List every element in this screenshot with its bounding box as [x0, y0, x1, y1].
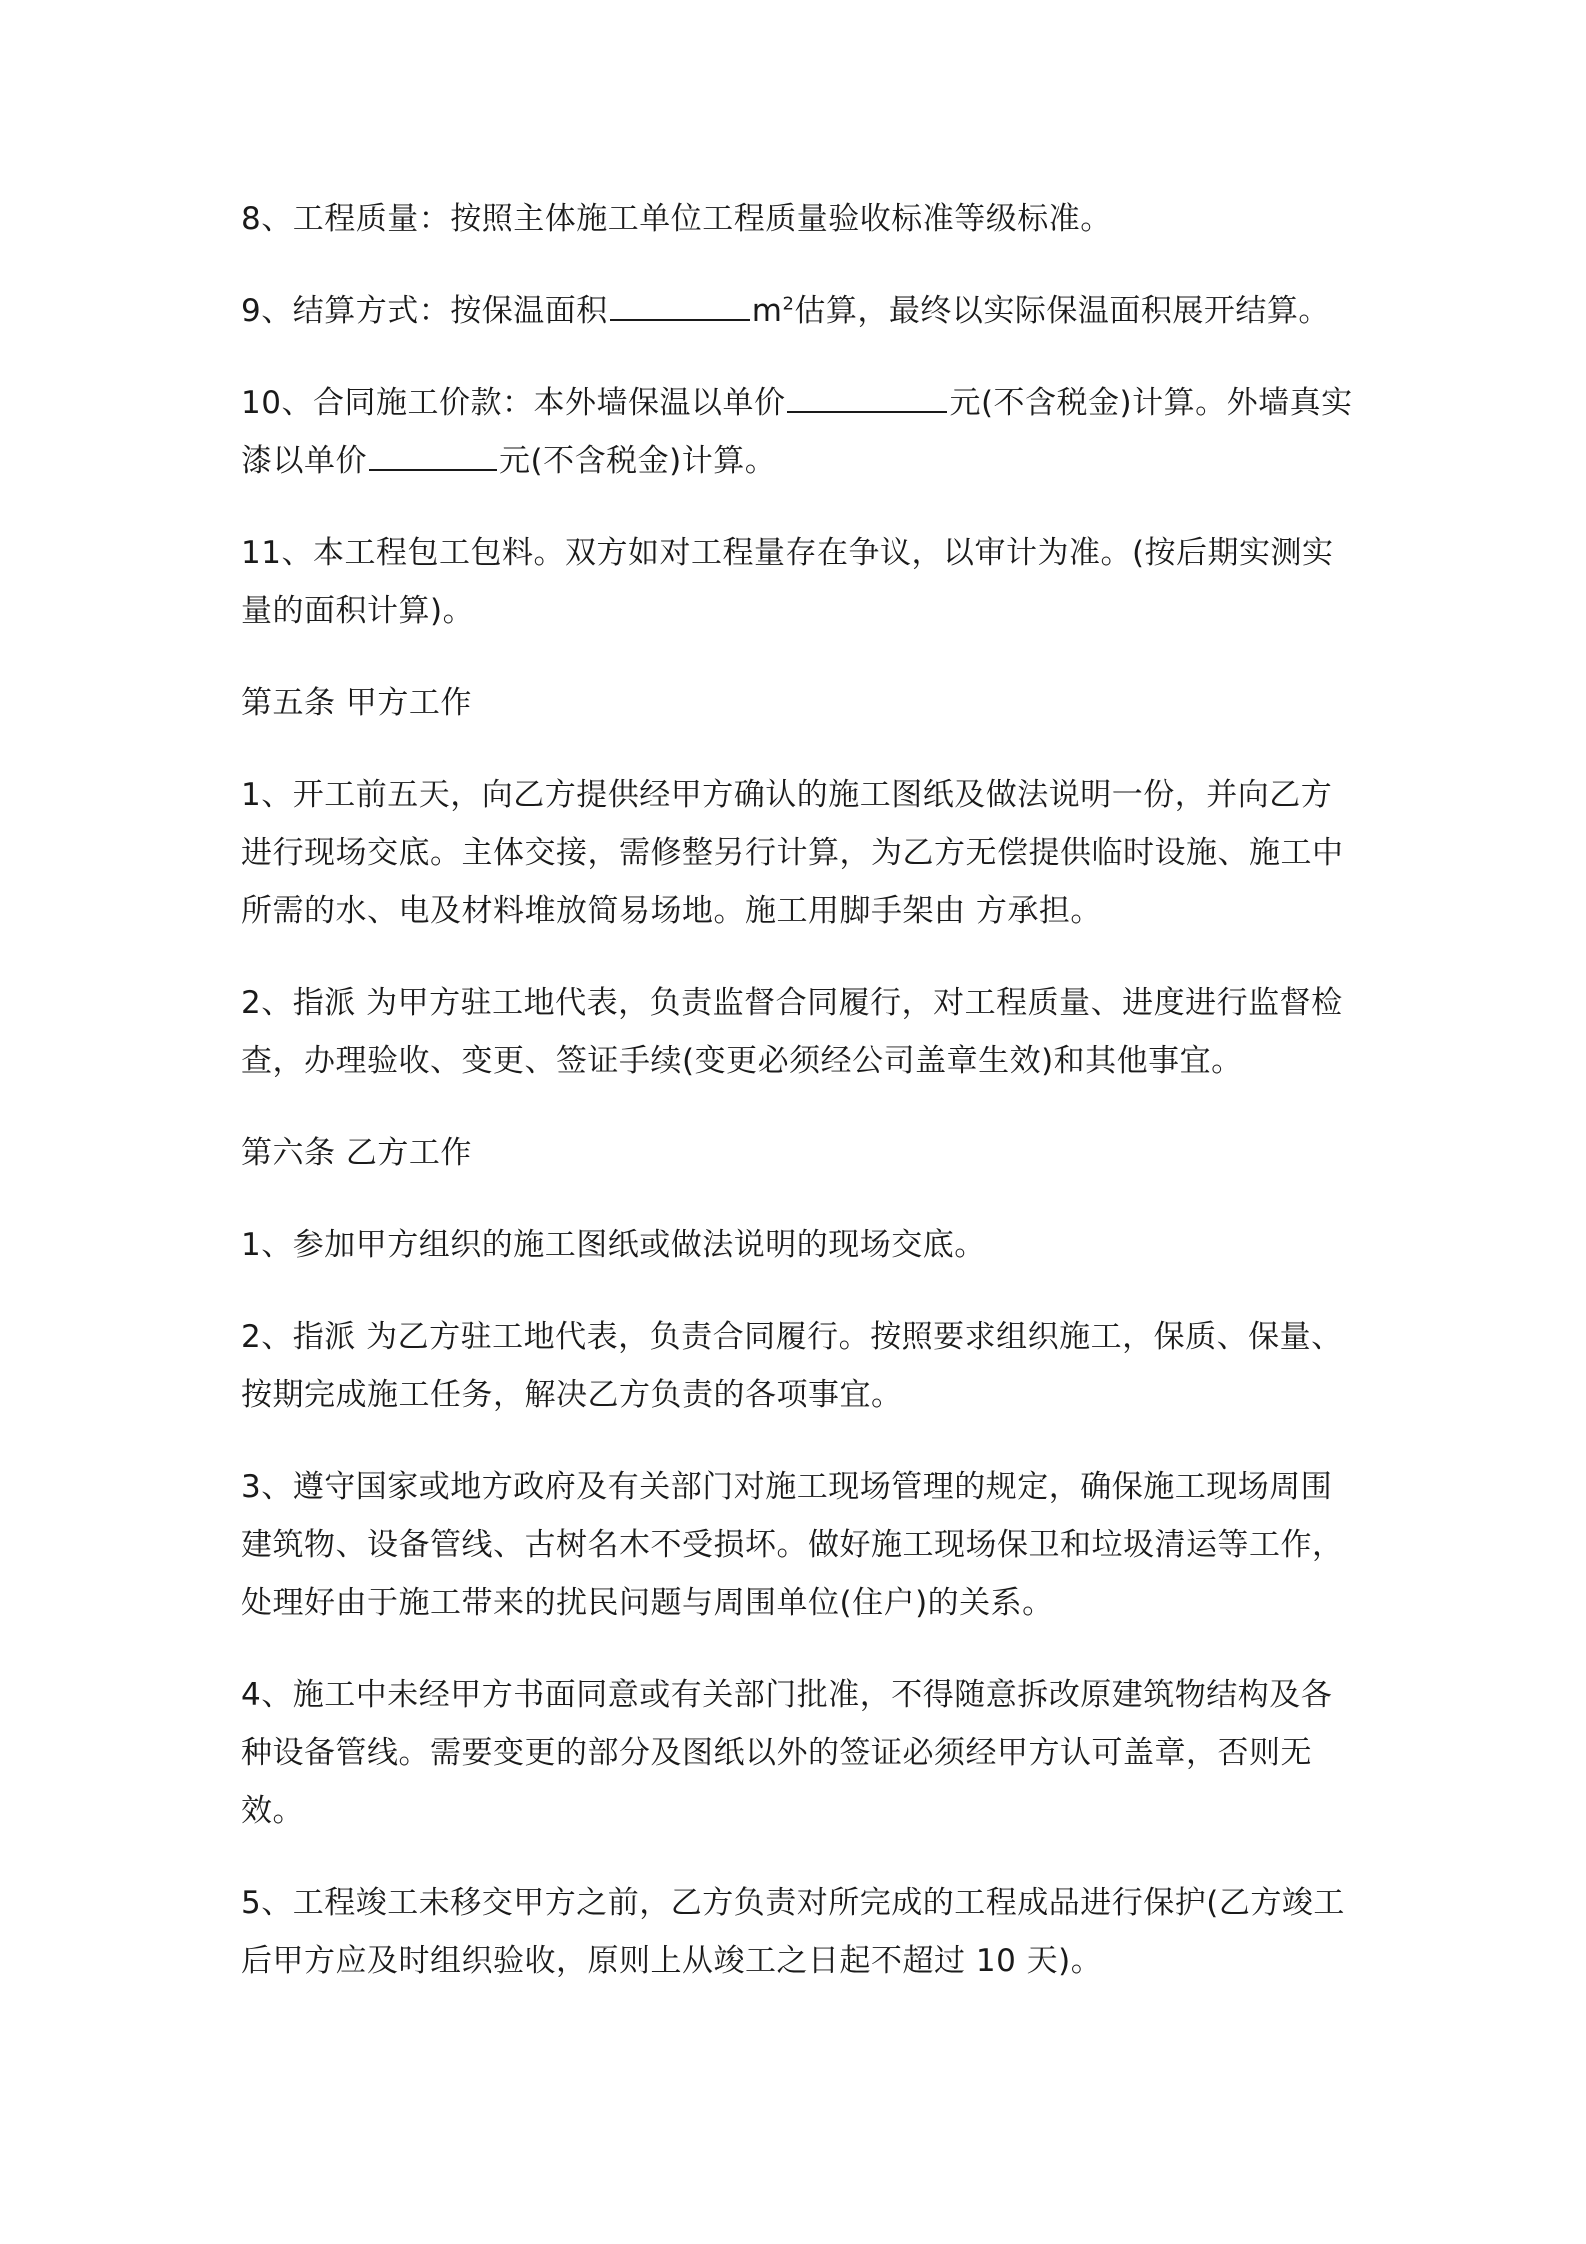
- document-body: [241, 190, 1361, 2024]
- clause-10-price: [241, 374, 1361, 490]
- article-6-item-3: 3、遵守国家或地方政府及有关部门对施工现场管理的规定，确保施工现场周围建筑物、设备管线、古树名木不受损坏。做好施工现场保卫和垃圾清运等工作，处理好由于施工带来的扰民问题与周围单位(住户)的关系。: [241, 1469, 1344, 1621]
- article-6-item-2: 2、指派 为乙方驻工地代表，负责合同履行。按照要求组织施工，保质、保量、按期完成施工任务，解决乙方负责的各项事宜。: [241, 1319, 1343, 1413]
- clause-10-text-a: 10、合同施工价款：本外墙保温以单价: [241, 385, 786, 421]
- clause-9-settlement: [241, 282, 1361, 340]
- clause-10-text-c: 元(不含税金)计算。: [499, 443, 777, 479]
- clause-9-text-a: 9、结算方式：按保温面积: [241, 293, 608, 329]
- unit-square-meter: $m^2$: [751, 293, 795, 329]
- clause-10-text-b: 元(不含税金)计算。外墙真实漆以单价: [241, 385, 1353, 479]
- article-5-item-2: 2、指派 为甲方驻工地代表，负责监督合同履行，对工程质量、进度进行监督检查，办理验收、变更、签证手续(变更必须经公司盖章生效)和其他事宜。: [241, 985, 1343, 1079]
- clause-8-quality: 8、工程质量：按照主体施工单位工程质量验收标准等级标准。: [241, 201, 1112, 237]
- article-6-heading: 第六条 乙方工作: [241, 1135, 472, 1171]
- insulation-price-blank: [787, 381, 947, 413]
- clause-9-text-b: 估算，最终以实际保温面积展开结算。: [794, 293, 1330, 329]
- paint-price-blank: [369, 439, 497, 471]
- article-6-item-4: 4、施工中未经甲方书面同意或有关部门批准，不得随意拆改原建筑物结构及各种设备管线。需要变更的部分及图纸以外的签证必须经甲方认可盖章，否则无效。: [241, 1677, 1333, 1829]
- article-5-heading: 第五条 甲方工作: [241, 685, 472, 721]
- clause-11-contract-type: 11、本工程包工包料。双方如对工程量存在争议，以审计为准。(按后期实测实量的面积计算)。: [241, 535, 1334, 629]
- area-blank: [610, 289, 750, 321]
- article-6-item-5: 5、工程竣工未移交甲方之前，乙方负责对所完成的工程成品进行保护(乙方竣工后甲方应及时组织验收，原则上从竣工之日起不超过 10 天)。: [241, 1885, 1345, 1979]
- article-6-item-1: 1、参加甲方组织的施工图纸或做法说明的现场交底。: [241, 1227, 986, 1263]
- article-5-item-1: 1、开工前五天，向乙方提供经甲方确认的施工图纸及做法说明一份，并向乙方进行现场交底。主体交接，需修整另行计算，为乙方无偿提供临时设施、施工中所需的水、电及材料堆放简易场地。施工用脚手架由 方承担。: [241, 777, 1344, 929]
